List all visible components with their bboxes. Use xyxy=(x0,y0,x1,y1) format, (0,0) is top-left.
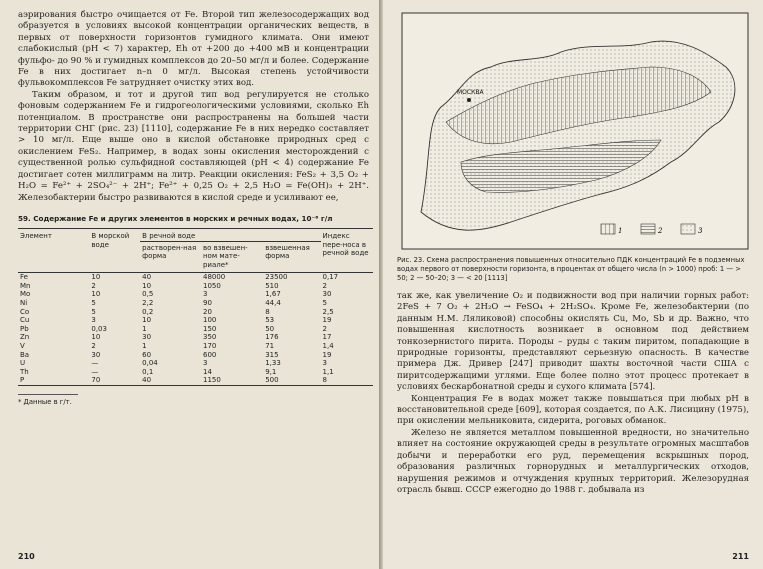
right-paragraph-1: так же, как увеличение O₂ и подвижности вод при наличии горных работ: 2FeS + 7 O₂ + 2H₂O → FeSO₄ + 2H₂SO₄. Кроме Fe, железобактерии (по данным Н.М. Ляликовой) способны окислять Cu, Mo, Sb и др. Важно, что повышенная кислотность возникает в основном под действием тонкозернистого пирита. Породы – руды с таким пиритом, попадающие в природные горизонты, представляют серьезную опасность. В качестве примера Дж. Дривер [247] приводит шахты восточной части США с пиритсодержащими углями. Еще более полно этот процесс протекает в условиях бескарбонатной среды и сухого климата [574]. xyxy=(397,291,749,393)
table-cell: 3 xyxy=(322,359,327,368)
left-page xyxy=(0,0,379,569)
table-row xyxy=(18,325,373,334)
table-cell: 10 xyxy=(142,281,152,290)
table-cell: 2 xyxy=(322,324,327,333)
right-paragraph-2: Концентрация Fe в водах может также повышаться при любых pH в восстановительной среде [609], которая создается, по А.К. Лисицину (1975), при окислении мельниковита, сидерита, роговых обманок. xyxy=(397,393,749,427)
table-cell: Co xyxy=(20,307,30,316)
page-number-left: 210 xyxy=(18,552,35,561)
moscow-marker xyxy=(467,98,471,102)
legend-label-1: 1 xyxy=(618,227,623,235)
right-page xyxy=(383,0,763,569)
map-city-label: МОСКВА xyxy=(457,89,484,96)
table-cell: 8 xyxy=(265,307,270,316)
table-cell: 8 xyxy=(322,376,327,385)
table-cell: 2 xyxy=(322,281,327,290)
table-cell: 5 xyxy=(322,299,327,308)
table-row xyxy=(18,282,373,291)
table-cell: 2 xyxy=(91,281,96,290)
table-cell: 30 xyxy=(91,350,101,359)
table-cell: 17 xyxy=(322,333,332,342)
table-cell: Cu xyxy=(20,316,30,325)
legend-label-3: 3 xyxy=(698,227,703,235)
table-cell: P xyxy=(20,376,25,385)
table-cell: — xyxy=(91,359,99,368)
table-cell: 30 xyxy=(142,333,152,342)
table-row xyxy=(18,308,373,317)
table-footnote: * Данные в г/т. xyxy=(18,394,78,406)
table-cell: Ni xyxy=(20,299,28,308)
table-cell: 600 xyxy=(202,350,217,359)
table-cell: 71 xyxy=(265,342,275,351)
table-cell: 19 xyxy=(322,316,332,325)
table-cell: 40 xyxy=(142,273,152,282)
page-number-right: 211 xyxy=(732,552,749,561)
table-cell: 48000 xyxy=(202,273,226,282)
table-cell: 40 xyxy=(142,376,152,385)
header-river: В речной воде xyxy=(140,228,320,241)
table-row xyxy=(18,290,373,299)
table-row xyxy=(18,359,373,368)
table-cell: 10 xyxy=(91,290,101,299)
left-paragraph-1: аэрирования быстро очищается от Fe. Второй тип железосодержащих вод образуется в условиях высокой концентрации органических веществ, в первых от поверхности горизонтов гумидного климата. Они имеют слабокислый (pH < 7) характер, Eh от +200 до +400 мВ и концентрации фульфо- до 90 % и гумидных комплексов до 20–50 мг/л и более. Содержание Fe в них достигает n–n 0 мг/л. Высокая степень устойчивости фульвокомплексов Fe затрудняет очистку этих вод. xyxy=(18,10,369,89)
header-sea: В морской воде xyxy=(91,231,130,249)
table-row xyxy=(18,368,373,377)
table-cell: 2 xyxy=(91,342,96,351)
table-cell: 1 xyxy=(142,324,147,333)
table-cell: 50 xyxy=(265,324,275,333)
table-cell: Mo xyxy=(20,290,31,299)
table-cell: 2,5 xyxy=(322,307,334,316)
left-paragraph-2: Таким образом, и тот и другой тип вод регулируется не столько фоновым содержанием Fe и гидрогеологическими условиями, сколько Eh потенциалом. В пространстве они распространены на большей части территории СНГ (рис. 23) [1110], содержание Fe в них нередко составляет > 10 мг/л. Еще выше оно в кислой обстановке природных сред с окислением FeS₂. Например, в водах зоны окисления месторождений с существенной ролью сульфидной составляющей (pH < 4) содержание Fe достигает сотен миллиграмм на литр. Реакции окисления: FeS₂ + 3,5 O₂ + H₂O = Fe²⁺ + 2SO₄²⁻ + 2H⁺; Fe²⁺ + 0,25 O₂ + 2,5 H₂O = Fe(OH)₃ + 2H⁺. Железобактерии быстро развиваются в кислой среде и усиливают ее, xyxy=(18,89,369,203)
table-row xyxy=(18,273,373,282)
table-cell: 2,2 xyxy=(142,299,154,308)
table-row xyxy=(18,299,373,308)
legend-box-1 xyxy=(601,224,615,234)
table-cell: 10 xyxy=(142,316,152,325)
table-cell: 0,2 xyxy=(142,307,154,316)
table-cell: 176 xyxy=(265,333,279,342)
table-cell: 0,03 xyxy=(91,324,107,333)
table-cell: 10 xyxy=(91,333,101,342)
table-cell: 30 xyxy=(322,290,332,299)
table-cell: 1050 xyxy=(202,281,221,290)
legend-box-2 xyxy=(641,224,655,234)
table-cell: 3 xyxy=(202,290,208,299)
table-cell: 3 xyxy=(91,316,96,325)
table-cell: 0,5 xyxy=(142,290,154,299)
table-cell: 500 xyxy=(265,376,279,385)
table-cell: 53 xyxy=(265,316,275,325)
table-cell: U xyxy=(20,359,26,368)
table-cell: 150 xyxy=(202,324,217,333)
table-row xyxy=(18,351,373,360)
figure-map xyxy=(401,12,751,252)
table-cell: 1 xyxy=(142,342,147,351)
table-cell: Ba xyxy=(20,350,30,359)
table-cell: 20 xyxy=(202,307,212,316)
table-cell: 0,04 xyxy=(142,359,158,368)
table-cell: 23500 xyxy=(265,273,288,282)
figure-caption: Рис. 23. Схема распространения повышенных относительно ПДК концентраций Fe в подземных водах первого от поверхности горизонта, в процентах от общего числа (n > 1000) проб: 1 — > 50; 2 — 50–20; 3 — < 20 [1113] xyxy=(397,256,745,282)
table-cell: 19 xyxy=(322,350,332,359)
table-cell: 44,4 xyxy=(265,299,281,308)
header-suspended: во взвешен-ном мате-риале* xyxy=(202,243,248,269)
header-dissolved: растворен-ная форма xyxy=(142,243,197,261)
table-cell: Pb xyxy=(20,324,29,333)
table-cell: 100 xyxy=(202,316,217,325)
table-cell: 315 xyxy=(265,350,279,359)
table-cell: 3 xyxy=(202,359,208,368)
right-paragraph-3: Железо не является металлом повышенной вредности, но значительно влияет на состояние окружающей среды в результате огромных масштабов добычи и переработки его руд, перемещения вскрышных пород, образования различных горнорудных и металлургических отходов, нарушения режимов и отчуждения крупных территорий. Железорудная отрасль бывш. СССР ежегодно до 1988 г. добывала из xyxy=(397,427,749,495)
table-cell: 9,1 xyxy=(265,367,277,376)
table-row xyxy=(18,376,373,385)
table-cell: 1150 xyxy=(202,376,221,385)
table-cell: 1,1 xyxy=(322,367,334,376)
table-cell: 90 xyxy=(202,299,212,308)
table-row xyxy=(18,342,373,351)
table-cell: — xyxy=(91,367,99,376)
table-cell: 10 xyxy=(91,273,101,282)
table-cell: 60 xyxy=(142,350,152,359)
header-suspended-form: взвешенная форма xyxy=(265,243,310,261)
table-cell: 14 xyxy=(202,367,212,376)
table-cell: 70 xyxy=(91,376,101,385)
table-cell: 0,17 xyxy=(322,273,339,282)
table-cell: 1,4 xyxy=(322,342,334,351)
table-cell: 510 xyxy=(265,281,279,290)
table-cell: 1,33 xyxy=(265,359,281,368)
table-row xyxy=(18,333,373,342)
legend-label-2: 2 xyxy=(658,227,663,235)
element-table xyxy=(18,228,373,386)
header-element: Элемент xyxy=(20,231,52,240)
table-cell: 5 xyxy=(91,299,96,308)
legend-box-3 xyxy=(681,224,695,234)
table-cell: Mn xyxy=(20,281,31,290)
table-cell: 350 xyxy=(202,333,217,342)
header-index: Индекс пере-носа в речной воде xyxy=(322,231,369,258)
table-caption: 59. Содержание Fe и других элементов в морских и речных водах, 10⁻⁶ г/л xyxy=(18,213,333,223)
table-cell: Fe xyxy=(20,273,28,282)
table-cell: V xyxy=(20,342,25,351)
table-cell: 5 xyxy=(91,307,96,316)
table-cell: Zn xyxy=(20,333,30,342)
table-row xyxy=(18,316,373,325)
table-cell: Th xyxy=(20,367,29,376)
table-cell: 1,67 xyxy=(265,290,281,299)
table-cell: 170 xyxy=(202,342,217,351)
table-cell: 0,1 xyxy=(142,367,154,376)
